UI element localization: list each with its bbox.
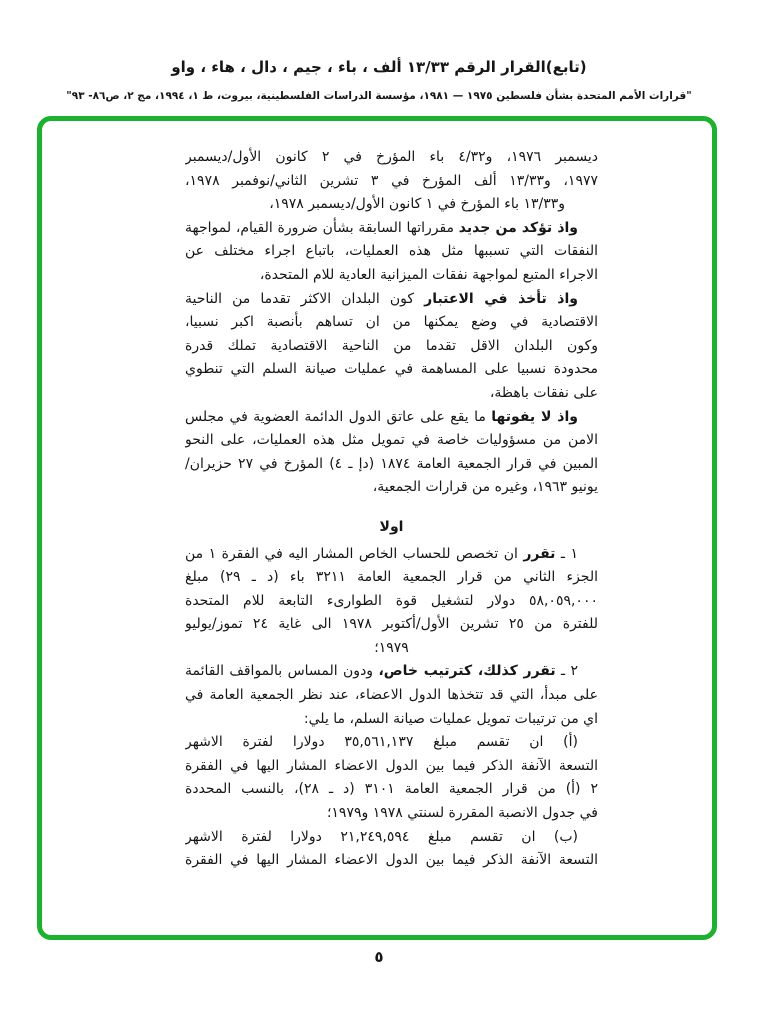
text-segment: محدودة نسبيا على المساهمة في عمليات صيانة السلم التي تنطوي bbox=[185, 361, 598, 378]
text-segment: المبين في قرار الجمعية العامة ١٨٧٤ (دإ ـ ٤) المؤرخ في ٢٧ حزيران/ bbox=[185, 455, 598, 472]
text-line-17 bbox=[185, 543, 598, 567]
text-segment: في جدول الانصبة المقررة لسنتي ١٩٧٨ و١٩٧٩؛ bbox=[326, 805, 598, 822]
text-line-11 bbox=[185, 382, 598, 406]
text-segment: مقرراتها السابقة بشأن ضرورة القيام، لمواجهة bbox=[185, 219, 459, 236]
text-segment: الاجراء المتبع لمواجهة نفقات الميزانية العادية للام المتحدة، bbox=[259, 266, 598, 283]
text-segment: (أ) ان تقسم مبلغ ٣٥,٥٦١,١٣٧ دولارا لفترة الاشهر bbox=[185, 734, 578, 751]
text-segment: اي من ترتيبات تمويل عمليات صيانة السلم، ما يلي: bbox=[303, 710, 598, 727]
text-line-3 bbox=[185, 193, 598, 217]
text-line-21 bbox=[185, 637, 598, 661]
text-segment: الامن من مسؤوليات خاصة في تمويل مثل هذه العمليات، على النحو bbox=[185, 432, 598, 449]
text-line-5 bbox=[185, 240, 598, 264]
text-segment: ودون المساس بالمواقف القائمة bbox=[185, 663, 379, 680]
text-line-8 bbox=[185, 311, 598, 335]
bold-text-segment: تقرر bbox=[523, 545, 556, 562]
text-line-13 bbox=[185, 429, 598, 453]
text-segment: على نفقات باهظة، bbox=[489, 384, 598, 401]
text-line-19 bbox=[185, 590, 598, 614]
bold-text-segment: واذ تأخذ في الاعتبار bbox=[424, 290, 578, 307]
text-segment: يونيو ١٩٦٣، وغيره من قرارات الجمعية، bbox=[372, 479, 598, 496]
bold-text-segment: واذ تؤكد من جديد bbox=[458, 219, 579, 236]
resolution-continuation-title: (تابع)القرار الرقم ١٣/٣٣ ألف ، باء ، جيم ، دال ، هاء ، واو bbox=[171, 58, 587, 76]
text-line-20 bbox=[185, 613, 598, 637]
green-border-box bbox=[37, 116, 717, 940]
text-line-23 bbox=[185, 684, 598, 708]
text-segment: للفترة من ٢٥ تشرين الأول/أكتوبر ١٩٧٨ الى غاية ٢٤ تموز/يوليو bbox=[185, 616, 598, 633]
page-number: ٥ bbox=[374, 948, 384, 966]
text-segment: ١ ـ bbox=[555, 545, 578, 562]
text-segment: التسعة الآنفة الذكر فيما بين الدول الاعضاء المشار اليها في الفقرة bbox=[185, 852, 598, 869]
text-line-22 bbox=[185, 660, 598, 684]
text-line-14 bbox=[185, 453, 598, 477]
text-line-7 bbox=[185, 288, 598, 312]
bold-text-segment: واذ لا يفوتها bbox=[491, 408, 578, 425]
text-line-28 bbox=[185, 802, 598, 826]
text-segment: وكون البلدان الاقل تقدما من الناحية الاقتصادية تملك قدرة bbox=[185, 337, 598, 354]
text-line-29 bbox=[185, 826, 598, 850]
text-segment: ٢ (أ) من قرار الجمعية العامة ٣١٠١ (د ـ ٢٨)، بالنسب المحددة bbox=[185, 781, 598, 798]
text-line-10 bbox=[185, 358, 598, 382]
text-segment: ديسمبر ١٩٧٦، و٤/٣٢ باء المؤرخ في ٢ كانون الأول/ديسمبر bbox=[185, 149, 598, 165]
text-line-26 bbox=[185, 755, 598, 779]
source-citation: "قرارات الأمم المتحدة بشأن فلسطين ١٩٧٥ — ١٩٨١، مؤسسة الدراسات الفلسطينية، بيروت، ط ١، ١٩٩٤، مج ٢، ص٨٦- ٩٣" bbox=[66, 90, 692, 102]
text-line-6 bbox=[185, 264, 598, 288]
text-line-12 bbox=[185, 406, 598, 430]
text-segment: (ب) ان تقسم مبلغ ٢١,٢٤٩,٥٩٤ دولارا لفترة الاشهر bbox=[185, 828, 578, 845]
text-segment: على مبدأ، التي قد تتخذها الدول الاعضاء، عند نظر الجمعية العامة في bbox=[185, 687, 598, 704]
text-line-25 bbox=[185, 731, 598, 755]
text-line-9 bbox=[185, 335, 598, 359]
document-body bbox=[185, 146, 598, 873]
bold-text-segment: تقرر كذلك، كترتيب خاص، bbox=[378, 663, 556, 680]
text-line-4 bbox=[185, 217, 598, 241]
text-segment: ١٩٧٩؛ bbox=[374, 639, 409, 656]
text-segment: ٢ ـ bbox=[555, 663, 578, 680]
text-segment: ٥٨,٠٥٩,٠٠٠ دولار لتشغيل قوة الطوارىء التابعة للام المتحدة bbox=[185, 592, 598, 609]
text-line-24 bbox=[185, 708, 598, 732]
text-segment: النفقات التي تسببها مثل هذه العمليات، باتباع اجراء مختلف عن bbox=[185, 243, 598, 260]
bold-text-segment: اولا bbox=[379, 518, 404, 535]
text-segment: ١٩٧٧، و١٣/٣٣ ألف المؤرخ في ٣ تشرين الثاني/نوفمبر ١٩٧٨، bbox=[185, 172, 598, 189]
text-segment: التسعة الآنفة الذكر فيما بين الدول الاعضاء المشار اليها في الفقرة bbox=[185, 757, 598, 774]
text-line-18 bbox=[185, 566, 598, 590]
text-line-30 bbox=[185, 849, 598, 873]
text-segment: الاقتصادية في وضع يمكنها من ان تساهم بأنصبة اكبر نسبيا، bbox=[185, 314, 598, 331]
text-segment: الجزء الثاني من قرار الجمعية العامة ٣٢١١ باء (د ـ ٢٩) مبلغ bbox=[185, 569, 598, 586]
text-segment: و١٣/٣٣ باء المؤرخ في ١ كانون الأول/ديسمبر ١٩٧٨، bbox=[269, 196, 565, 213]
text-line-16 bbox=[185, 516, 598, 540]
text-segment: ما يقع على عاتق الدول الدائمة العضوية في مجلس bbox=[185, 408, 492, 425]
text-line-1 bbox=[185, 146, 598, 170]
text-line-2 bbox=[185, 170, 598, 194]
text-line-15 bbox=[185, 476, 598, 500]
text-segment: كون البلدان الاكثر تقدما من الناحية bbox=[185, 290, 425, 307]
text-line-27 bbox=[185, 778, 598, 802]
text-segment: ان تخصص للحساب الخاص المشار اليه في الفقرة ١ من bbox=[185, 545, 524, 562]
